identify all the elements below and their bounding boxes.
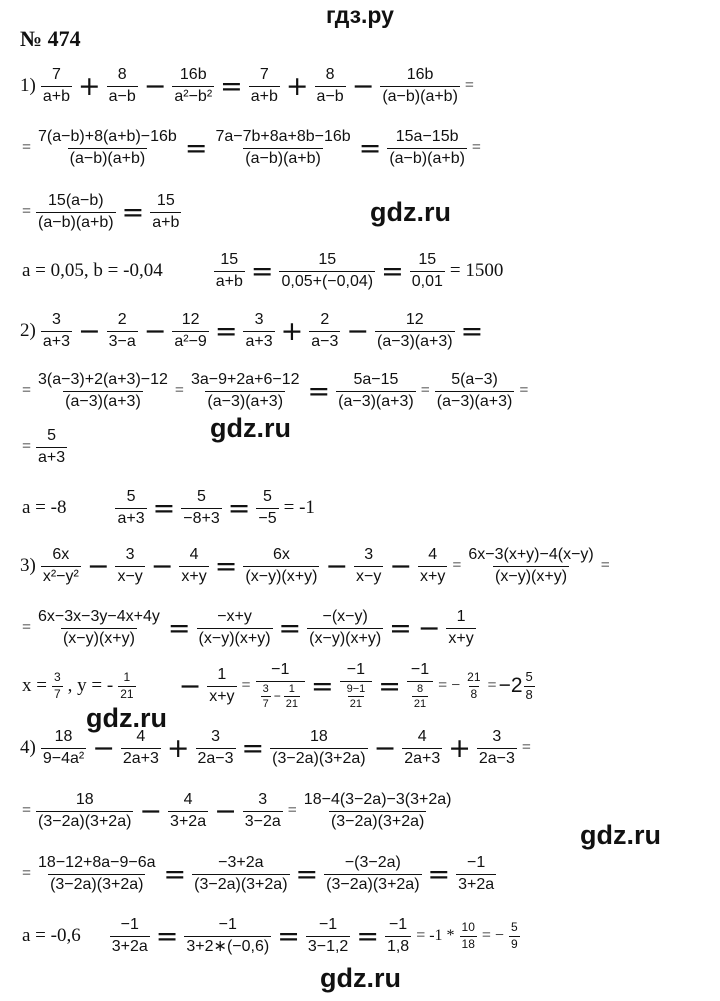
fraction: $\frac{3}{2a-3}$ (478, 728, 515, 767)
p3-line-3: x = $\frac{3}{7}$ , y = - $\frac{1}{21}$ − $\frac{1}{x+y}$ = −1 $\frac{3}{7}$ − $\frac{1}{21}$ = $\frac{-1}{\frac{9-1}{21}}$ = $\frac{-1}{\frac{8}{21}}$ = − $\frac{21}{8}$ = −2 $\frac{5}{8}$ (20, 660, 538, 712)
mixed-number: −2 $\frac{5}{8}$ (498, 668, 533, 702)
p1-label: 1) (20, 75, 36, 96)
fraction: $\frac{3}{2a-3}$ (197, 728, 234, 767)
p2-label: 2) (20, 320, 36, 341)
p2-line-3: = $\frac{5}{a+3}$ (22, 427, 66, 466)
fraction: $\frac{3}{3-2a}$ (244, 791, 281, 830)
p4-line-1: 4) $\frac{18}{\text{9−4a²}}$ − $\frac{4}{2a+3}$ + $\frac{3}{2a-3}$ = $\frac{18}{(3-2a)(3+2a)}$ − $\frac{4}{2a+3}$ + $\frac{3}{2a-3}$ = (20, 728, 531, 767)
fraction: $\frac{18}{(3-2a)(3+2a)}$ (272, 728, 366, 767)
fraction: $\frac{3}{7}$ (53, 669, 61, 701)
watermark: gdz.ru (320, 963, 401, 993)
fraction: $\frac{6x}{\text{x²−y²}}$ (42, 546, 79, 585)
fraction: $\frac{2}{a-3}$ (311, 311, 339, 350)
p1-line-2: = $\frac{7(a-b)+8(a+b)-16b}{(a-b)(a+b)}$ = $\frac{7a-7b+8a+8b-16b}{(a-b)(a+b)}$ = $\frac{15a-15b}{(a-b)(a+b)}$ = (22, 128, 481, 167)
p4-condition: a = -0,6 (22, 925, 81, 946)
problem-number: № 474 (20, 26, 81, 51)
fraction: $\frac{18-4(3-2a)-3(3+2a)}{(3-2a)(3+2a)}$ (303, 791, 452, 830)
fraction: $\frac{-1}{\frac{8}{21}}$ (407, 661, 433, 711)
p4-line-3: = $\frac{18-12+8a-9-6a}{(3-2a)(3+2a)}$ = $\frac{-3+2a}{(3-2a)(3+2a)}$ = $\frac{-(3-2a)}{(3-2a)(3+2a)}$ = $\frac{-1}{3+2a}$ (22, 854, 495, 893)
fraction: $\frac{18}{\text{9−4a²}}$ (42, 728, 85, 767)
watermark: gdz.ru (86, 703, 167, 733)
fraction: $\frac{16b}{(a-b)(a+b)}$ (382, 66, 458, 105)
fraction: $\frac{18-12+8a-9-6a}{(3-2a)(3+2a)}$ (38, 854, 156, 893)
p3-line-2: = $\frac{6x-3x-3y-4x+4y}{(x-y)(x+y)}$ = $\frac{-x+y}{(x-y)(x+y)}$ = $\frac{-(x-y)}{(x-y)(x+y)}$ = − $\frac{1}{x+y}$ (22, 608, 474, 647)
p4-line-4: a = -0,6 $\frac{-1}{3+2a}$ = $\frac{-1}{3+2∗(-0,6)}$ = $\frac{-1}{3-1,2}$ = $\frac{-1}{1,8}$ = -1 * $\frac{10}{18}$ = − $\frac{5}{9}$ (22, 916, 518, 955)
fraction: $\frac{18}{(3-2a)(3+2a)}$ (38, 791, 132, 830)
fraction: $\frac{-1}{3+2a}$ (458, 854, 495, 893)
p1-line-4: a = 0,05, b = -0,04 $\frac{15}{a+b}$ = $\frac{15}{0,05+(-0,04)}$ = $\frac{15}{0,01}$ = 1500 (22, 251, 504, 290)
p4-multiplier: = -1 * (416, 927, 455, 944)
fraction: $\frac{5(a-3)}{(a-3)(a+3)}$ (436, 371, 513, 410)
fraction: $\frac{6x}{(x-y)(x+y)}$ (245, 546, 318, 585)
fraction: $\frac{6x-3x-3y-4x+4y}{(x-y)(x+y)}$ (38, 608, 160, 647)
fraction: $\frac{-1}{3-1,2}$ (307, 916, 349, 955)
fraction: $\frac{4}{x+y}$ (419, 546, 446, 585)
p1-line-3: = $\frac{15(a-b)}{(a-b)(a+b)}$ = $\frac{15}{a+b}$ (22, 192, 180, 231)
p2-result: = -1 (283, 497, 315, 518)
fraction: $\frac{-(3-2a)}{(3-2a)(3+2a)}$ (326, 854, 420, 893)
fraction: $\frac{5}{-5}$ (258, 488, 277, 527)
fraction: $\frac{4}{2a+3}$ (404, 728, 441, 767)
fraction: $\frac{3(a-3)+2(a+3)-12}{(a-3)(a+3)}$ (38, 371, 168, 410)
fraction: $\frac{-1}{3+2∗(-0,6)}$ (186, 916, 270, 955)
p4-label: 4) (20, 737, 36, 758)
watermark: gdz.ru (370, 197, 451, 227)
fraction: $\frac{5}{9}$ (510, 919, 518, 951)
fraction: $\frac{15(a-b)}{(a-b)(a+b)}$ (38, 192, 114, 231)
fraction: $\frac{-(x-y)}{(x-y)(x+y)}$ (309, 608, 382, 647)
p1-line-1: 1) $\frac{7}{a+b}$ + $\frac{8}{a-b}$ − $\frac{16b}{\text{a²−b²}}$ = $\frac{7}{a+b}$ + $\frac{8}{a-b}$ − $\frac{16b}{(a-b)(a+b)}$ = (20, 66, 474, 105)
fraction: $\frac{3}{x-y}$ (356, 546, 382, 585)
fraction: $\frac{4}{x+y}$ (181, 546, 207, 585)
fraction: $\frac{7a-7b+8a+8b-16b}{(a-b)(a+b)}$ (215, 128, 351, 167)
fraction: $\frac{15}{0,05+(-0,04)}$ (281, 251, 374, 290)
fraction: $\frac{12}{\text{a²−9}}$ (174, 311, 207, 350)
fraction: $\frac{2}{3-a}$ (108, 311, 136, 350)
p1-result: = 1500 (449, 260, 504, 281)
fraction: $\frac{-1}{3+2a}$ (111, 916, 148, 955)
fraction: $\frac{21}{8}$ (467, 669, 481, 701)
fraction: $\frac{15}{a+b}$ (215, 251, 243, 290)
fraction: $\frac{15}{a+b}$ (152, 192, 180, 231)
fraction: $\frac{1}{21}$ (120, 669, 134, 701)
fraction: −1 $\frac{3}{7}$ − $\frac{1}{21}$ (256, 661, 305, 711)
p2-line-1: 2) $\frac{3}{a+3}$ − $\frac{2}{3-a}$ − $\frac{12}{\text{a²−9}}$ = $\frac{3}{a+3}$ + $\frac{2}{a-3}$ − $\frac{12}{(a-3)(a+3)}$ = (20, 311, 484, 350)
p1-condition: a = 0,05, b = -0,04 (22, 260, 163, 281)
p4-line-2: = $\frac{18}{(3-2a)(3+2a)}$ − $\frac{4}{3+2a}$ − $\frac{3}{3-2a}$ = $\frac{18-4(3-2a)-3(3+2a)}{(3-2a)(3+2a)}$ (22, 791, 452, 830)
p3-condition-x: x = (22, 675, 47, 696)
fraction: $\frac{1}{x+y}$ (209, 666, 235, 705)
fraction: $\frac{4}{3+2a}$ (170, 791, 207, 830)
p3-condition-y: , y = - (67, 675, 114, 696)
fraction: $\frac{4}{2a+3}$ (122, 728, 159, 767)
fraction: $\frac{5}{-8+3}$ (183, 488, 220, 527)
fraction: $\frac{3}{x-y}$ (117, 546, 143, 585)
fraction: $\frac{-3+2a}{(3-2a)(3+2a)}$ (194, 854, 288, 893)
watermark: gdz.ru (210, 413, 291, 443)
fraction: $\frac{3}{a+3}$ (42, 311, 70, 350)
p2-line-2: = $\frac{3(a-3)+2(a+3)-12}{(a-3)(a+3)}$ = $\frac{3a-9+2a+6-12}{(a-3)(a+3)}$ = $\frac{5a-15}{(a-3)(a+3)}$ = $\frac{5(a-3)}{(a-3)(a+3)}$ = (22, 371, 529, 410)
fraction: $\frac{3}{a+3}$ (245, 311, 273, 350)
fraction: $\frac{-1}{\frac{9-1}{21}}$ (340, 661, 373, 711)
fraction: $\frac{15a-15b}{(a-b)(a+b)}$ (389, 128, 465, 167)
fraction: $\frac{1}{x+y}$ (448, 608, 474, 647)
fraction: $\frac{10}{18}$ (461, 919, 475, 951)
fraction: $\frac{7}{a+b}$ (42, 66, 70, 105)
p2-condition: a = -8 (22, 497, 67, 518)
fraction: $\frac{-x+y}{(x-y)(x+y)}$ (198, 608, 271, 647)
p2-line-4: a = -8 $\frac{5}{a+3}$ = $\frac{5}{-8+3}$ = $\frac{5}{-5}$ = -1 (22, 488, 315, 527)
fraction: $\frac{6x-3(x+y)-4(x-y)}{(x-y)(x+y)}$ (468, 546, 594, 585)
fraction: $\frac{3a-9+2a+6-12}{(a-3)(a+3)}$ (190, 371, 300, 410)
fraction: $\frac{15}{0,01}$ (411, 251, 443, 290)
fraction: $\frac{12}{(a-3)(a+3)}$ (376, 311, 453, 350)
fraction: $\frac{16b}{\text{a²−b²}}$ (174, 66, 213, 105)
site-title: гдз.ру (326, 2, 394, 28)
fraction: $\frac{-1}{1,8}$ (386, 916, 410, 955)
p3-label: 3) (20, 555, 36, 576)
watermark: gdz.ru (580, 820, 661, 850)
fraction: $\frac{8}{a-b}$ (316, 66, 344, 105)
fraction: $\frac{8}{a-b}$ (108, 66, 136, 105)
fraction: $\frac{5}{a+3}$ (117, 488, 145, 527)
fraction: $\frac{7(a-b)+8(a+b)-16b}{(a-b)(a+b)}$ (38, 128, 177, 167)
p3-line-1: 3) $\frac{6x}{\text{x²−y²}}$ − $\frac{3}{x-y}$ − $\frac{4}{x+y}$ = $\frac{6x}{(x-y)(x+y)}$ − $\frac{3}{x-y}$ − $\frac{4}{x+y}$ = $\frac{6x-3(x+y)-4(x-y)}{(x-y)(x+y)}$ = (20, 546, 610, 585)
fraction: $\frac{7}{a+b}$ (250, 66, 278, 105)
fraction: $\frac{5a-15}{(a-3)(a+3)}$ (338, 371, 414, 410)
fraction: $\frac{5}{a+3}$ (38, 427, 66, 466)
